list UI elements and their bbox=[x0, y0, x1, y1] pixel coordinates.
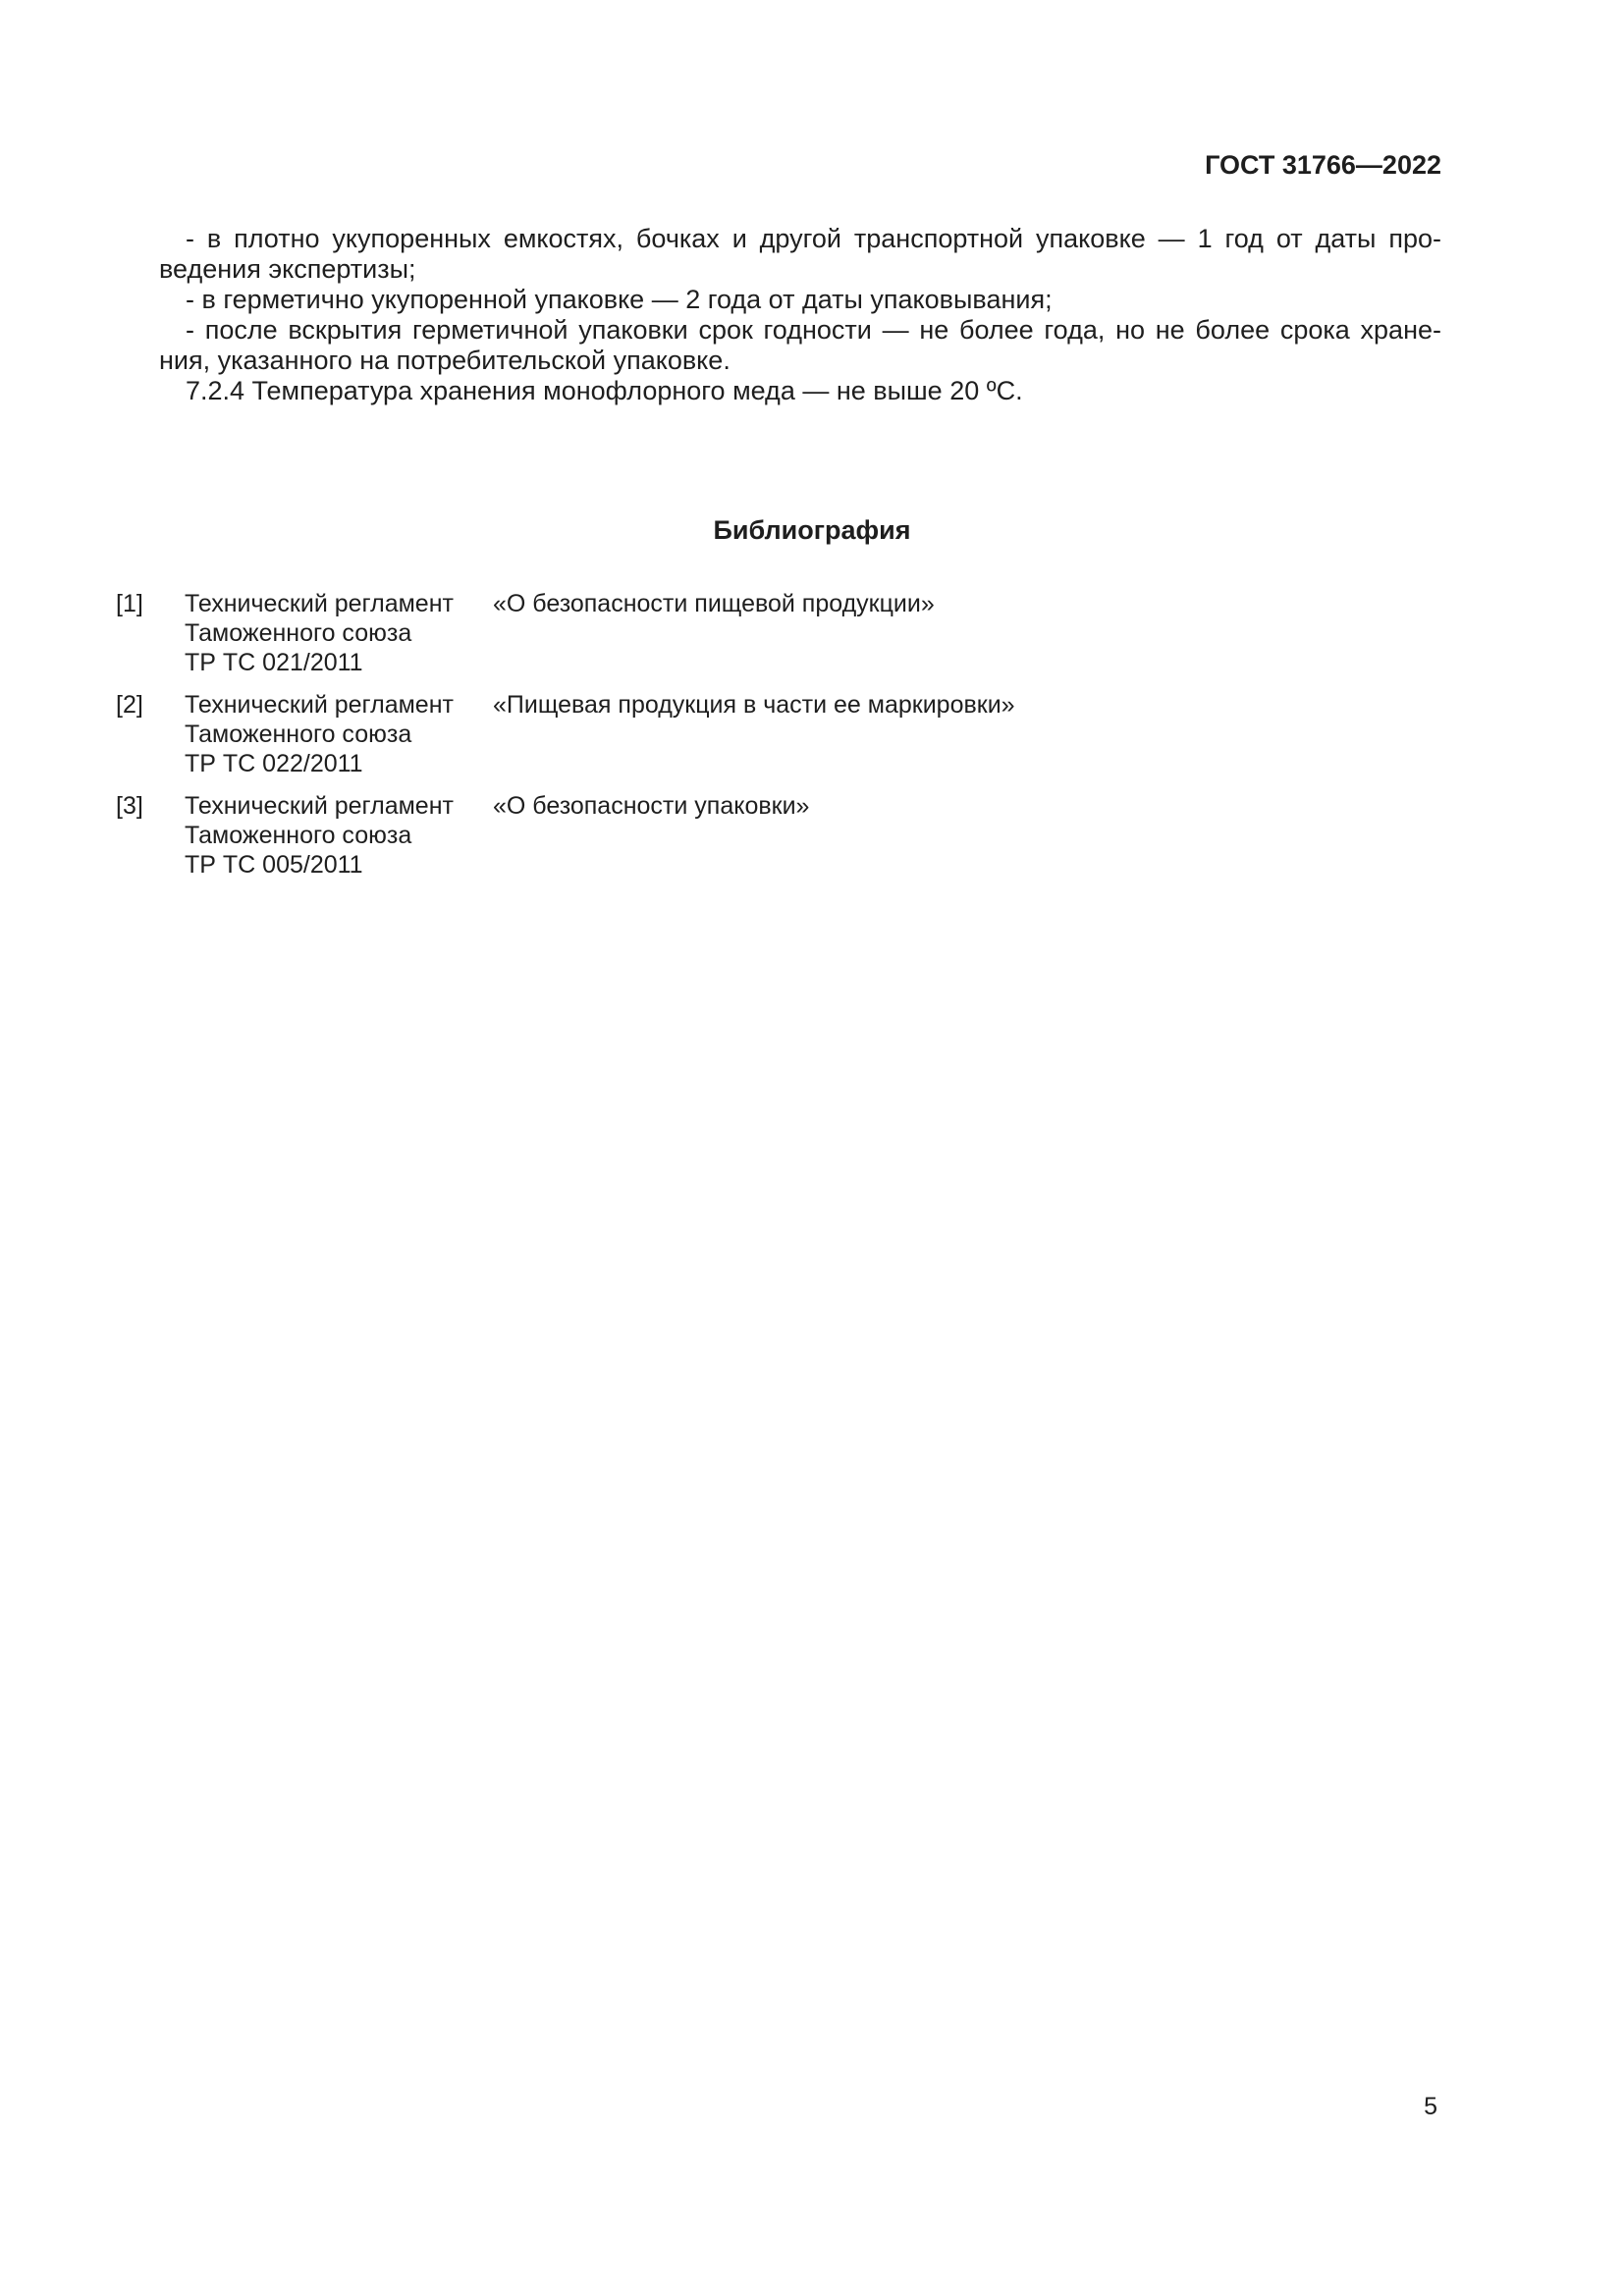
storage-item-after-opening bbox=[159, 315, 1441, 376]
text-line: - в герметично укупоренной упаковке — 2 года от даты упаковывания; bbox=[186, 285, 1053, 314]
document-line: Таможенного союза bbox=[185, 619, 412, 647]
text-line: 7.2.4 Температура хранения монофлорного меда — не выше 20 ºС. bbox=[186, 376, 1023, 405]
bibliography-title: Библиография bbox=[713, 515, 911, 545]
document-line: ТР ТС 021/2011 bbox=[185, 649, 363, 676]
text-line: - в плотно укупоренных емкостях, бочках и другой транспортной упаковке — 1 год от даты про- bbox=[186, 224, 1441, 253]
document-line: Таможенного союза bbox=[185, 721, 412, 748]
bibliography-entry-title: «О безопасности упаковки» bbox=[493, 792, 810, 820]
bibliography-entry-document bbox=[185, 589, 489, 677]
bibliography-entry-number: [3] bbox=[116, 792, 143, 820]
bibliography-entry-document bbox=[185, 791, 489, 880]
bibliography-entry-title: «Пищевая продукция в части ее маркировки» bbox=[493, 691, 1015, 719]
bibliography-entry-document bbox=[185, 690, 489, 778]
document-line: ТР ТС 005/2011 bbox=[185, 851, 363, 879]
bibliography-entry-number: [2] bbox=[116, 691, 143, 719]
document-line: Технический регламент bbox=[185, 792, 454, 820]
text-line: ведения экспертизы; bbox=[159, 254, 416, 284]
text-line: ния, указанного на потребительской упаковке. bbox=[159, 346, 731, 375]
document-line: Технический регламент bbox=[185, 691, 454, 719]
storage-item-hermetic-packaging bbox=[159, 285, 1441, 315]
text-line: - после вскрытия герметичной упаковки срок годности — не более года, но не более срока хране- bbox=[186, 315, 1441, 345]
bibliography-entry-title: «О безопасности пищевой продукции» bbox=[493, 590, 935, 617]
document-line: Таможенного союза bbox=[185, 822, 412, 849]
document-line: ТР ТС 022/2011 bbox=[185, 750, 363, 777]
document-code-header: ГОСТ 31766—2022 bbox=[1205, 150, 1441, 180]
bibliography-entry-number: [1] bbox=[116, 590, 143, 617]
storage-terms-text bbox=[159, 224, 1441, 406]
page-number: 5 bbox=[1424, 2093, 1437, 2120]
clause-7-2-4 bbox=[159, 376, 1441, 406]
document-line: Технический регламент bbox=[185, 590, 454, 617]
storage-item-transport-packaging bbox=[159, 224, 1441, 285]
